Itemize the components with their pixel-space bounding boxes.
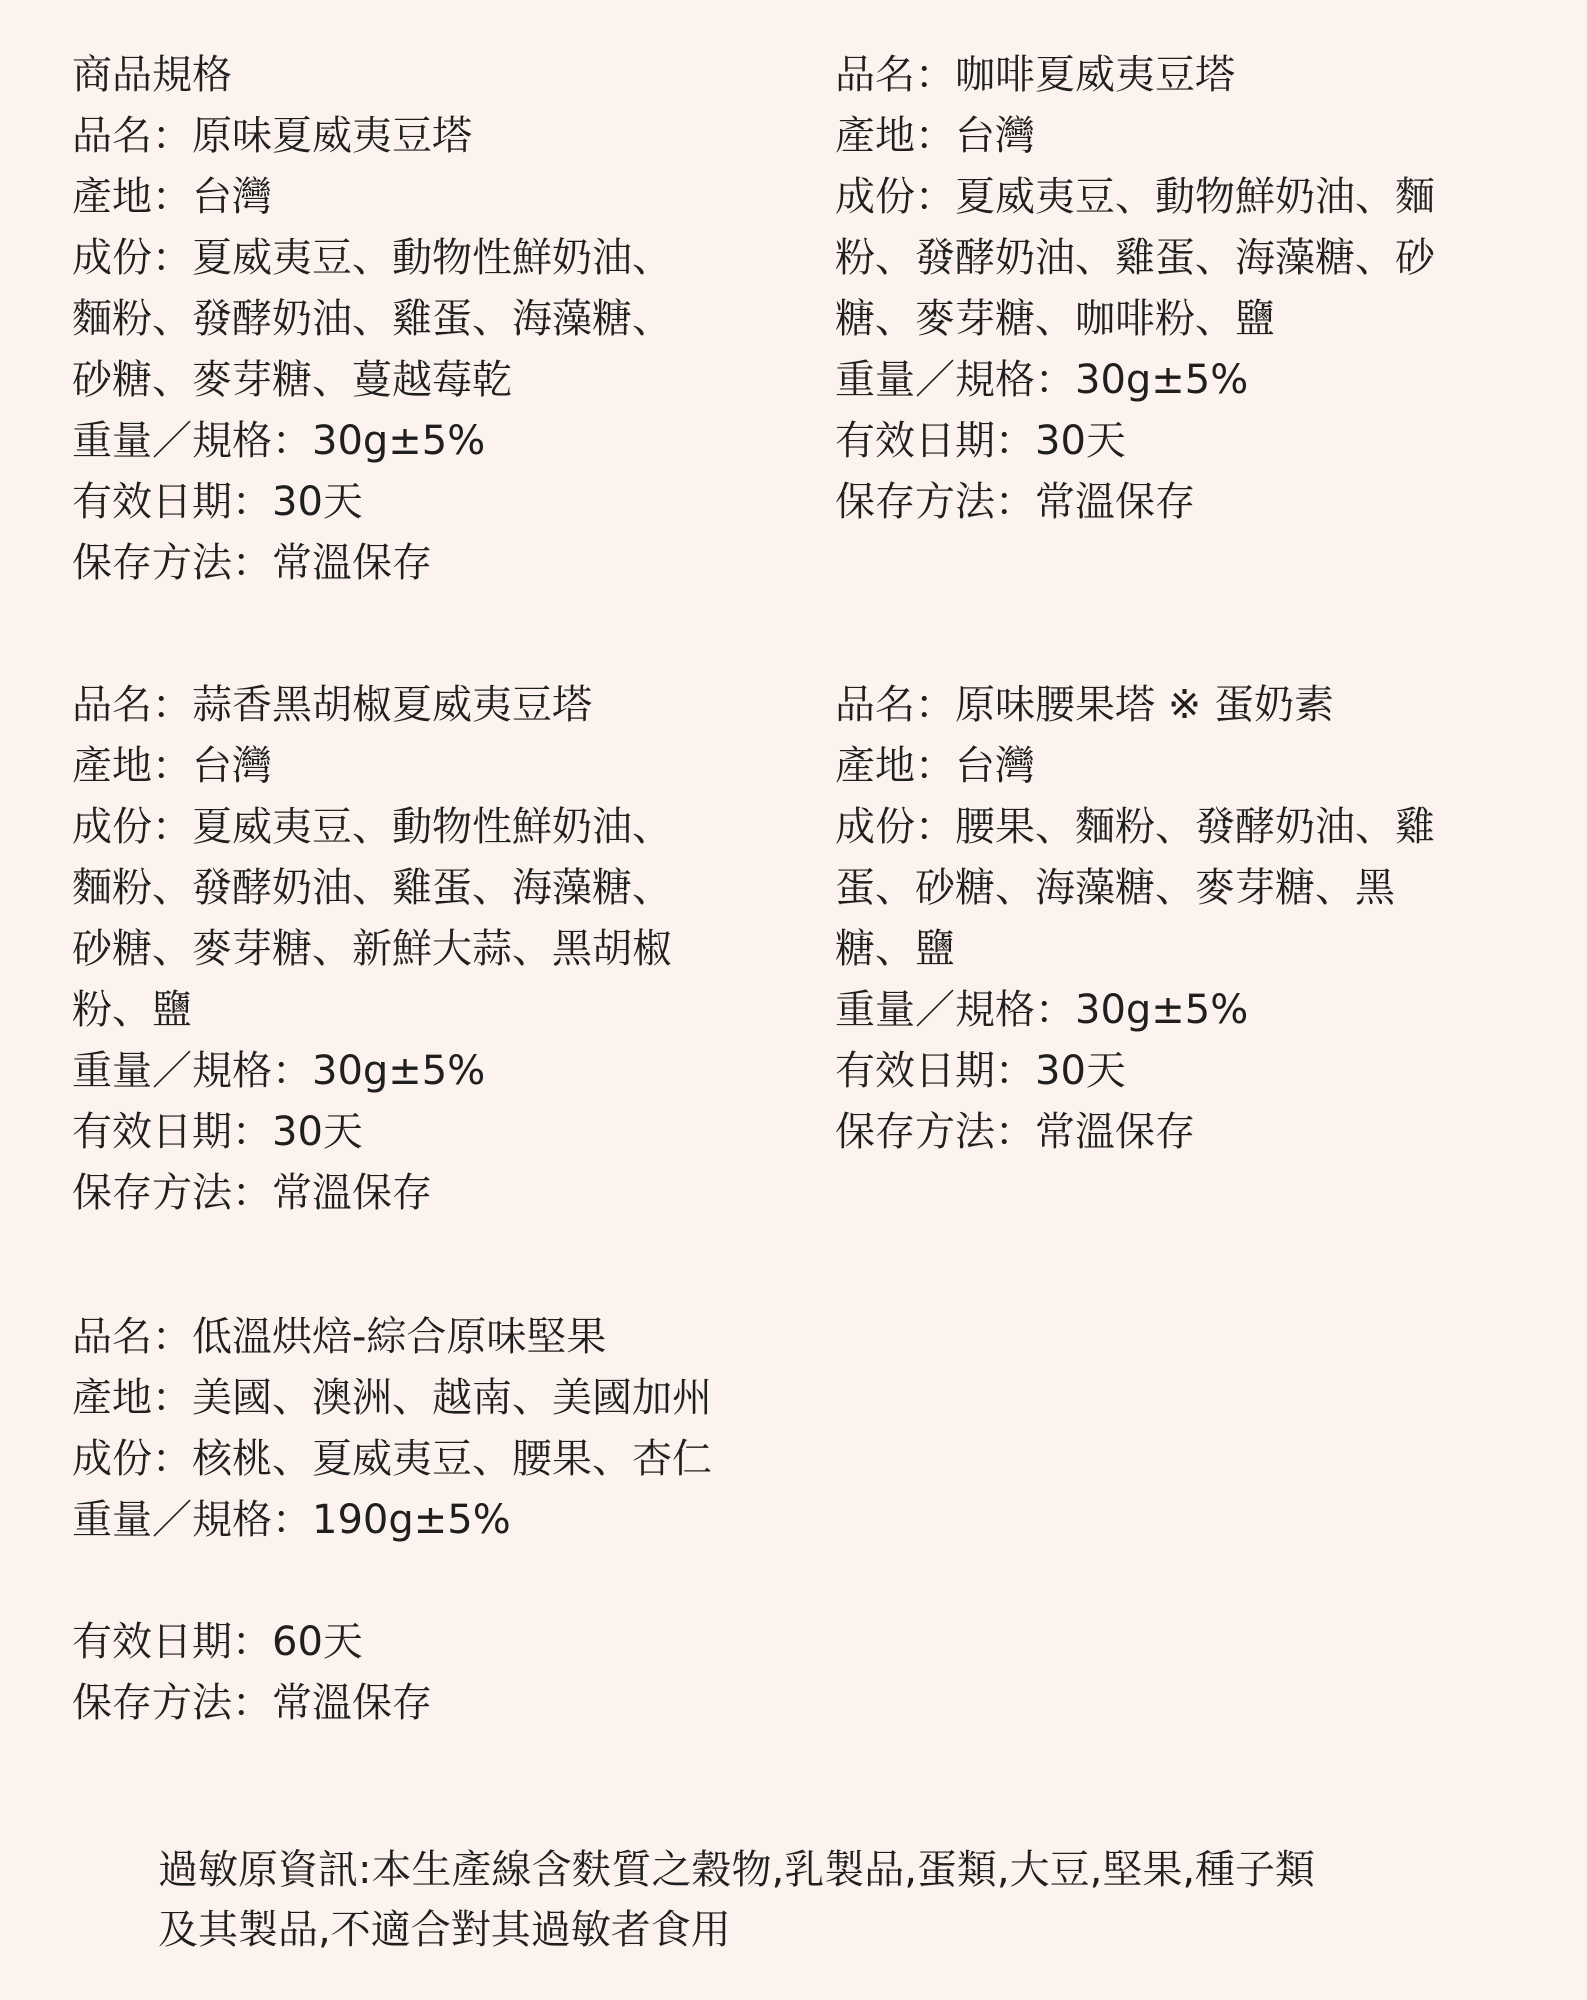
product-ingredients: 糖、麥芽糖、咖啡粉、鹽 (835, 296, 1275, 342)
product-weight: 重量／規格：30g±5% (835, 987, 1249, 1033)
product-storage: 保存方法：常溫保存 (835, 479, 1195, 525)
product-ingredients: 砂糖、麥芽糖、新鮮大蒜、黑胡椒 (72, 926, 672, 972)
product-weight: 重量／規格：30g±5% (72, 1048, 486, 1094)
section-heading: 商品規格 (72, 52, 232, 98)
product-origin: 產地：台灣 (72, 743, 272, 789)
product-block-nuts (72, 1307, 712, 1734)
product-ingredients: 糖、鹽 (835, 926, 955, 972)
product-name: 品名：原味腰果塔 ※ 蛋奶素 (835, 682, 1334, 728)
product-ingredients: 麵粉、發酵奶油、雞蛋、海藻糖、 (72, 865, 672, 911)
product-weight: 重量／規格：190g±5% (72, 1497, 511, 1543)
product-shelf-life: 有效日期：30天 (835, 418, 1126, 464)
product-weight: 重量／規格：30g±5% (72, 418, 486, 464)
product-ingredients: 成份：核桃、夏威夷豆、腰果、杏仁 (72, 1436, 712, 1482)
product-name: 品名：咖啡夏威夷豆塔 (835, 52, 1235, 98)
product-ingredients: 成份：夏威夷豆、動物鮮奶油、麵 (835, 174, 1435, 220)
allergen-line: 過敏原資訊:本生產線含麩質之穀物,乳製品,蛋類,大豆,堅果,種子類 (158, 1847, 1316, 1893)
product-ingredients: 成份：夏威夷豆、動物性鮮奶油、 (72, 235, 672, 281)
product-ingredients: 砂糖、麥芽糖、蔓越莓乾 (72, 357, 512, 403)
product-origin: 產地：美國、澳洲、越南、美國加州 (72, 1375, 712, 1421)
product-shelf-life: 有效日期：30天 (72, 479, 363, 525)
product-name: 品名：原味夏威夷豆塔 (72, 113, 472, 159)
product-ingredients: 麵粉、發酵奶油、雞蛋、海藻糖、 (72, 296, 672, 342)
product-ingredients: 粉、鹽 (72, 987, 192, 1033)
product-origin: 產地：台灣 (835, 743, 1035, 789)
product-weight: 重量／規格：30g±5% (835, 357, 1249, 403)
product-ingredients: 蛋、砂糖、海藻糖、麥芽糖、黑 (835, 865, 1395, 911)
product-block-original (72, 45, 672, 594)
product-storage: 保存方法：常溫保存 (835, 1109, 1195, 1155)
product-storage: 保存方法：常溫保存 (72, 540, 432, 586)
product-origin: 產地：台灣 (835, 113, 1035, 159)
product-ingredients: 粉、發酵奶油、雞蛋、海藻糖、砂 (835, 235, 1435, 281)
product-ingredients: 成份：夏威夷豆、動物性鮮奶油、 (72, 804, 672, 850)
product-block-coffee (835, 45, 1435, 533)
product-ingredients: 成份：腰果、麵粉、發酵奶油、雞 (835, 804, 1435, 850)
product-block-garlic (72, 675, 672, 1224)
product-shelf-life: 有效日期：30天 (72, 1109, 363, 1155)
allergen-notice (158, 1840, 1315, 1960)
product-origin: 產地：台灣 (72, 174, 272, 220)
product-storage: 保存方法：常溫保存 (72, 1680, 432, 1726)
product-name: 品名：蒜香黑胡椒夏威夷豆塔 (72, 682, 592, 728)
product-shelf-life: 有效日期：60天 (72, 1619, 363, 1665)
allergen-line: 及其製品,不適合對其過敏者食用 (158, 1907, 731, 1953)
product-shelf-life: 有效日期：30天 (835, 1048, 1126, 1094)
product-name: 品名：低溫烘焙-綜合原味堅果 (72, 1314, 607, 1360)
product-block-cashew (835, 675, 1435, 1163)
product-storage: 保存方法：常溫保存 (72, 1170, 432, 1216)
